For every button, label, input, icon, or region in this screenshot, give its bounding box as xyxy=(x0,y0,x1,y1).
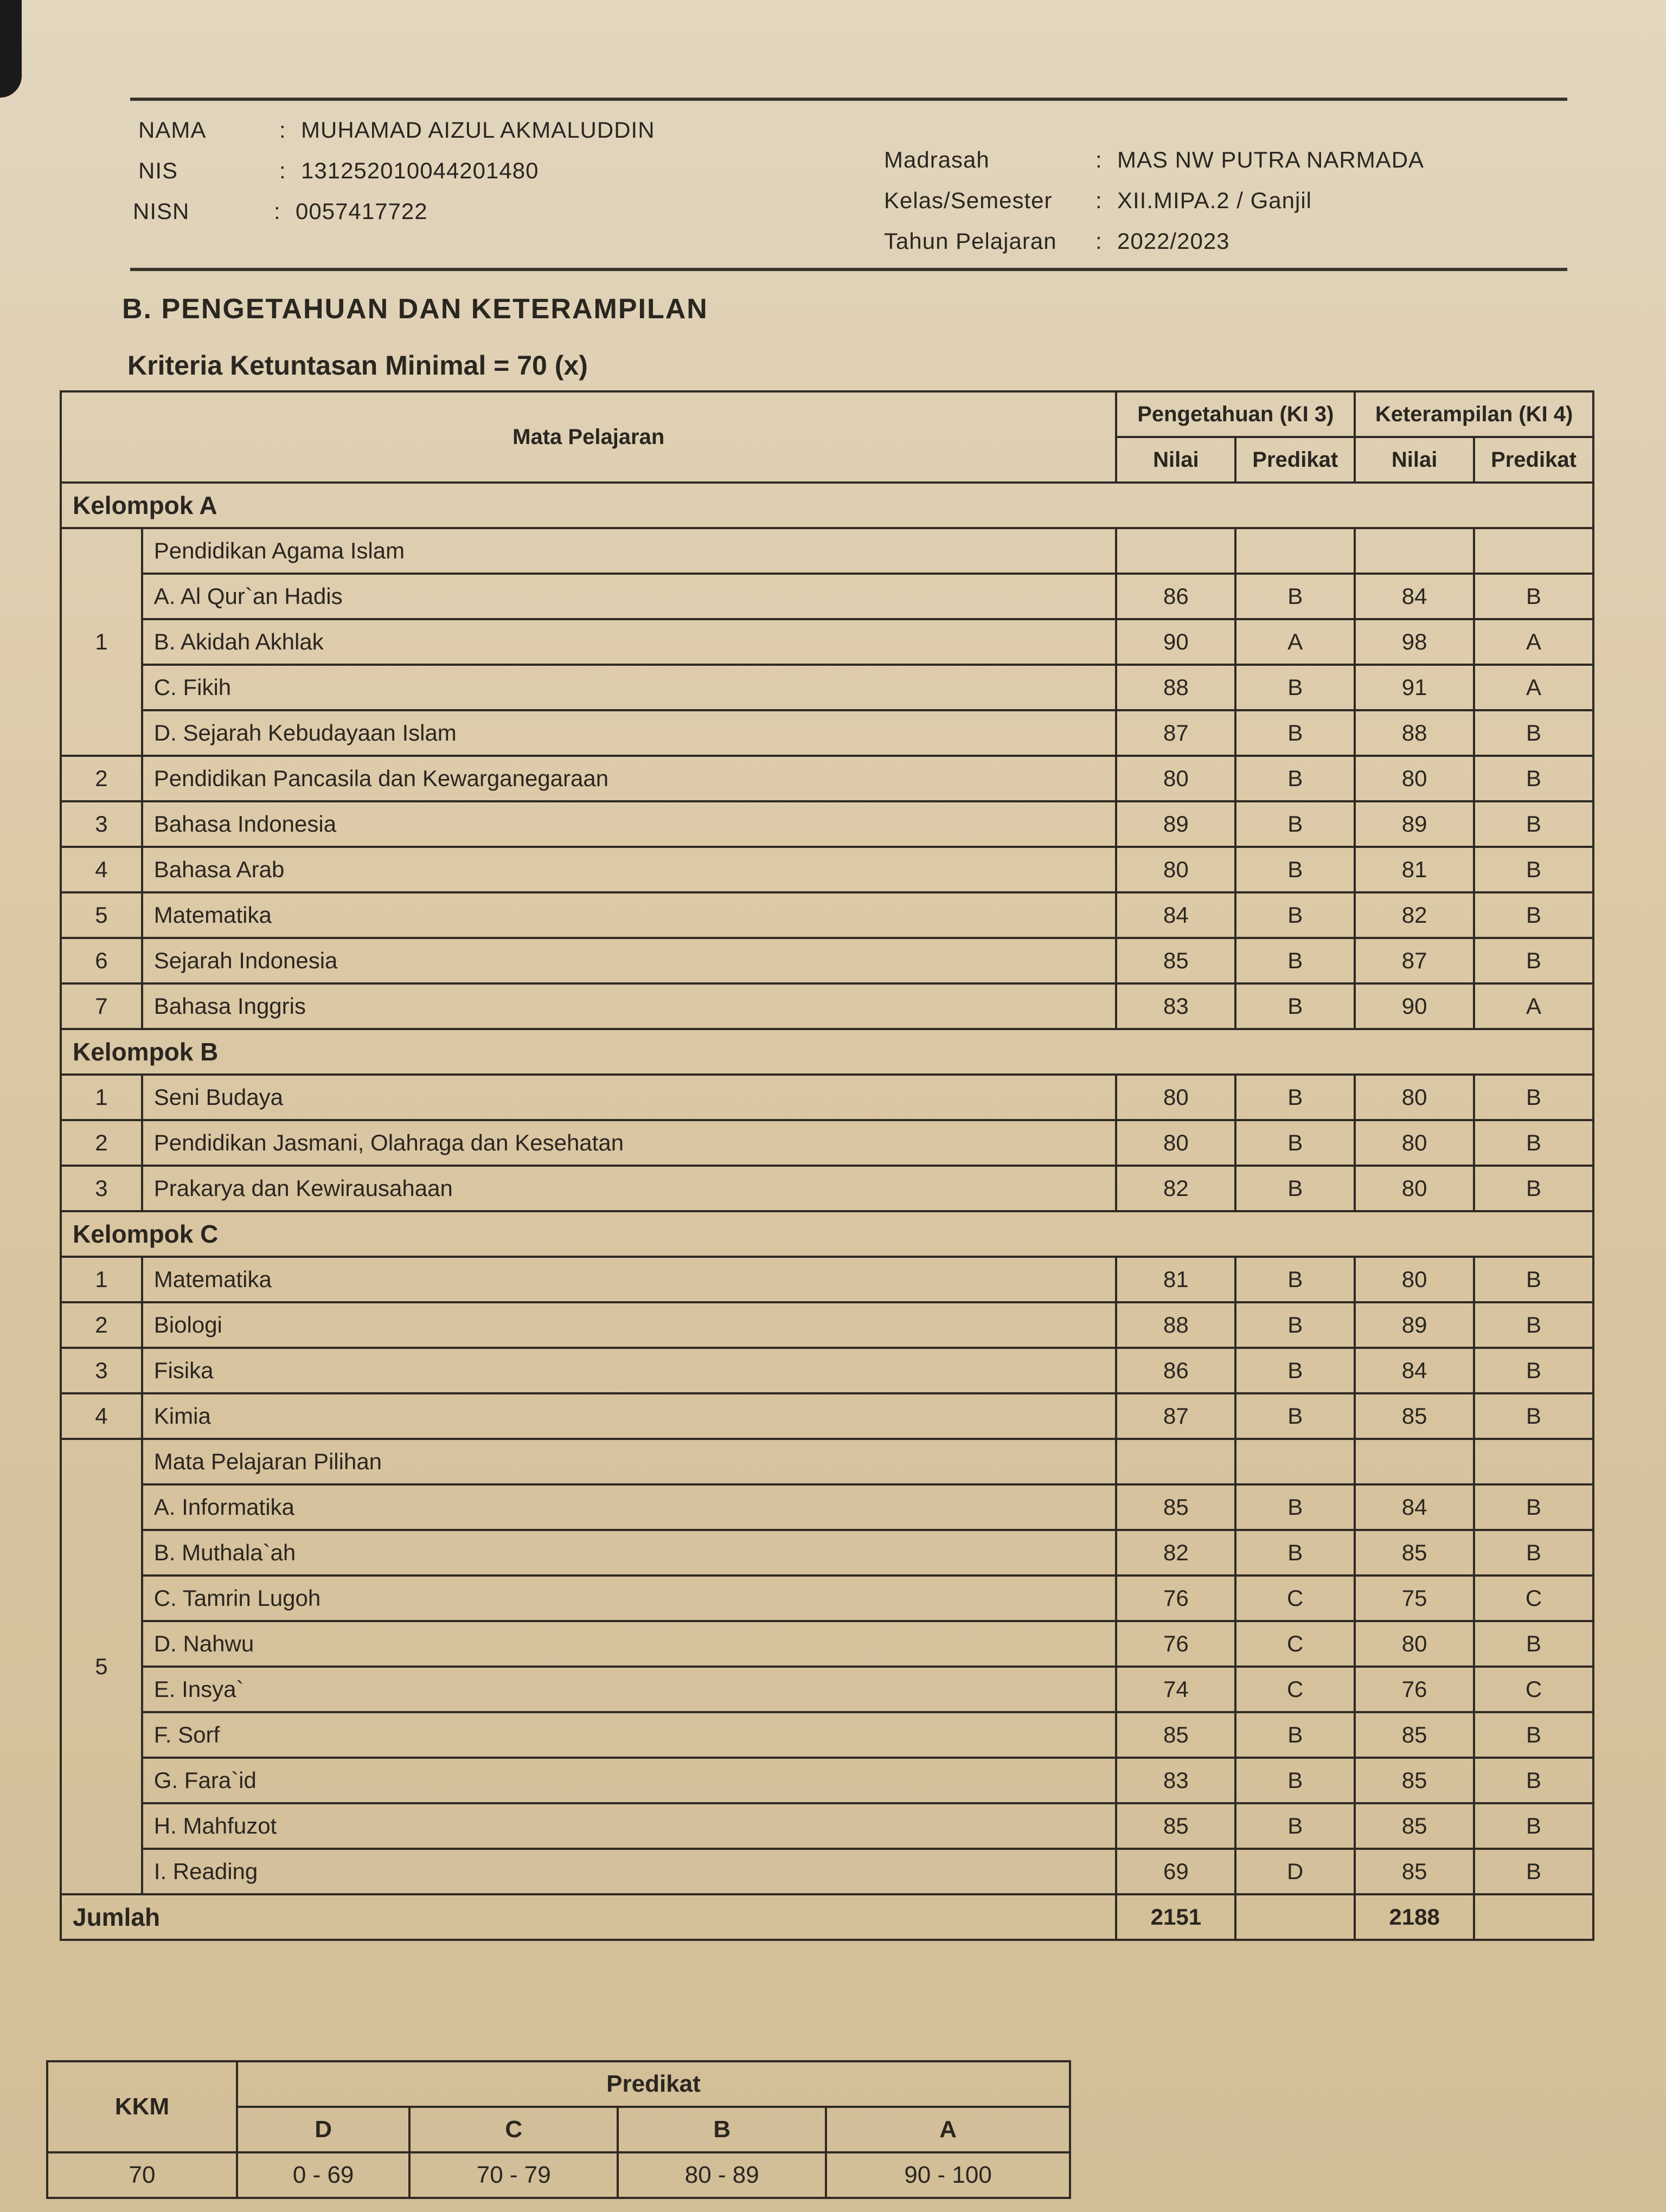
sub-subject-name: B. Akidah Akhlak xyxy=(142,619,1117,665)
ki4-predikat: A xyxy=(1474,619,1593,665)
total-row xyxy=(61,1894,1593,1940)
ki4-nilai: 84 xyxy=(1355,574,1474,619)
nisn-label: NISN xyxy=(133,198,190,224)
tahun-separator: : xyxy=(1095,228,1103,254)
ki4-predikat: C xyxy=(1474,1667,1593,1712)
sub-subject-row xyxy=(61,1621,1593,1667)
header-ki4-nilai: Nilai xyxy=(1355,437,1474,483)
ki4-nilai: 80 xyxy=(1355,1075,1474,1120)
ki4-nilai: 84 xyxy=(1355,1348,1474,1393)
ki3-nilai: 83 xyxy=(1116,1758,1235,1803)
sub-subject-name: H. Mahfuzot xyxy=(142,1803,1117,1849)
ki4-nilai: 82 xyxy=(1355,892,1474,938)
subject-row xyxy=(61,1257,1593,1302)
ki4-nilai: 88 xyxy=(1355,710,1474,756)
nama-separator: : xyxy=(279,117,286,143)
kkm-criteria-title: Kriteria Ketuntasan Minimal = 70 (x) xyxy=(127,350,588,381)
ki4-predikat: B xyxy=(1474,574,1593,619)
ki4-predikat: A xyxy=(1474,665,1593,710)
subject-row xyxy=(61,1302,1593,1348)
subject-number: 2 xyxy=(61,1120,142,1166)
header-ki3-predikat: Predikat xyxy=(1235,437,1355,483)
total-ki4: 2188 xyxy=(1355,1894,1474,1940)
ki3-nilai: 83 xyxy=(1116,983,1235,1029)
subject-number: 2 xyxy=(61,756,142,801)
subject-name: Pendidikan Jasmani, Olahraga dan Kesehatan xyxy=(142,1120,1117,1166)
nisn-row xyxy=(133,198,428,224)
ki4-predikat: B xyxy=(1474,1758,1593,1803)
ki3-nilai: 80 xyxy=(1116,1075,1235,1120)
group-c-row xyxy=(61,1211,1593,1257)
ki3-predikat: B xyxy=(1235,1803,1355,1849)
nisn-value: 0057417722 xyxy=(296,198,428,224)
ki4-nilai: 75 xyxy=(1355,1576,1474,1621)
subject-number: 6 xyxy=(61,938,142,983)
sub-subject-name: C. Fikih xyxy=(142,665,1117,710)
ki3-nilai: 76 xyxy=(1116,1576,1235,1621)
kkm-range-row xyxy=(47,2152,1070,2198)
range-d: 0 - 69 xyxy=(237,2152,409,2198)
ki4-nilai: 76 xyxy=(1355,1667,1474,1712)
ki4-predikat: B xyxy=(1474,1530,1593,1576)
nis-row xyxy=(138,158,539,184)
madrasah-value: MAS NW PUTRA NARMADA xyxy=(1117,147,1425,172)
ki3-nilai: 88 xyxy=(1116,1302,1235,1348)
subject-number: 7 xyxy=(61,983,142,1029)
ki3-predikat: C xyxy=(1235,1576,1355,1621)
header-ki3: Pengetahuan (KI 3) xyxy=(1116,391,1355,437)
ki3-predikat: B xyxy=(1235,892,1355,938)
subject-name: Pendidikan Pancasila dan Kewarganegaraan xyxy=(142,756,1117,801)
subject-row xyxy=(61,983,1593,1029)
group-a-row-label: Kelompok A xyxy=(61,483,1593,528)
nis-label: NIS xyxy=(138,158,178,183)
ki3-predikat: B xyxy=(1235,1484,1355,1530)
ki4-predikat-empty xyxy=(1474,528,1593,574)
subject-name: Matematika xyxy=(142,892,1117,938)
ki4-predikat: B xyxy=(1474,1257,1593,1302)
ki4-predikat: B xyxy=(1474,1302,1593,1348)
total-label: Jumlah xyxy=(61,1894,1116,1940)
ki4-predikat: B xyxy=(1474,892,1593,938)
grade-a: A xyxy=(826,2107,1070,2152)
ki4-nilai: 85 xyxy=(1355,1849,1474,1894)
sub-subject-name: A. Informatika xyxy=(142,1484,1117,1530)
ki3-nilai: 87 xyxy=(1116,710,1235,756)
ki3-nilai: 82 xyxy=(1116,1530,1235,1576)
sub-subject-row xyxy=(61,1712,1593,1758)
subject-name: Mata Pelajaran Pilihan xyxy=(142,1439,1117,1484)
range-b: 80 - 89 xyxy=(618,2152,826,2198)
grades-table xyxy=(60,390,1594,1941)
kelas-label: Kelas/Semester xyxy=(884,188,1053,213)
ki3-predikat: B xyxy=(1235,1393,1355,1439)
ki3-nilai: 76 xyxy=(1116,1621,1235,1667)
ki4-predikat: B xyxy=(1474,1348,1593,1393)
kkm-predicate-table xyxy=(46,2060,1071,2199)
ki3-nilai: 85 xyxy=(1116,1803,1235,1849)
subject-row xyxy=(61,1120,1593,1166)
ki4-nilai: 90 xyxy=(1355,983,1474,1029)
ki4-nilai: 80 xyxy=(1355,756,1474,801)
ki3-nilai: 84 xyxy=(1116,892,1235,938)
ki4-nilai: 85 xyxy=(1355,1393,1474,1439)
sub-subject-row xyxy=(61,1576,1593,1621)
ki4-nilai: 87 xyxy=(1355,938,1474,983)
ki4-nilai: 89 xyxy=(1355,801,1474,847)
ki3-nilai-empty xyxy=(1116,1439,1235,1484)
ki3-nilai: 89 xyxy=(1116,801,1235,847)
subject-row-pilihan xyxy=(61,1439,1593,1484)
nis-value: 131252010044201480 xyxy=(301,158,539,183)
ki3-predikat: B xyxy=(1235,1712,1355,1758)
subject-row xyxy=(61,847,1593,892)
ki3-nilai: 80 xyxy=(1116,756,1235,801)
nama-row xyxy=(138,117,655,143)
subject-number: 3 xyxy=(61,801,142,847)
ki4-predikat: B xyxy=(1474,1075,1593,1120)
ki3-predikat: A xyxy=(1235,619,1355,665)
header-ki3-nilai: Nilai xyxy=(1116,437,1235,483)
sub-subject-name: G. Fara`id xyxy=(142,1758,1117,1803)
subject-number: 1 xyxy=(61,1257,142,1302)
kkm-header-row xyxy=(47,2061,1070,2107)
ki3-nilai: 80 xyxy=(1116,1120,1235,1166)
ki3-nilai: 85 xyxy=(1116,1484,1235,1530)
ki4-predikat: B xyxy=(1474,801,1593,847)
ki3-nilai: 81 xyxy=(1116,1257,1235,1302)
predikat-label: Predikat xyxy=(237,2061,1070,2107)
sub-subject-row xyxy=(61,1530,1593,1576)
kelas-separator: : xyxy=(1095,188,1103,213)
sub-subject-row xyxy=(61,1758,1593,1803)
subject-name: Sejarah Indonesia xyxy=(142,938,1117,983)
total-ki3: 2151 xyxy=(1116,1894,1235,1940)
ki4-predikat: A xyxy=(1474,983,1593,1029)
header-ki4: Keterampilan (KI 4) xyxy=(1355,391,1593,437)
ki4-predikat-empty xyxy=(1474,1439,1593,1484)
ki3-nilai: 85 xyxy=(1116,938,1235,983)
sub-subject-row xyxy=(61,574,1593,619)
tahun-value: 2022/2023 xyxy=(1117,228,1230,254)
subject-row xyxy=(61,1075,1593,1120)
grade-d: D xyxy=(237,2107,409,2152)
sub-subject-row xyxy=(61,1849,1593,1894)
kkm-label: KKM xyxy=(47,2061,237,2152)
ki4-nilai: 80 xyxy=(1355,1257,1474,1302)
subject-row xyxy=(61,892,1593,938)
ki3-predikat: B xyxy=(1235,1257,1355,1302)
subject-number: 2 xyxy=(61,1302,142,1348)
subject-name: Matematika xyxy=(142,1257,1117,1302)
subject-row xyxy=(61,1348,1593,1393)
ki3-predikat: B xyxy=(1235,983,1355,1029)
ki3-predikat: B xyxy=(1235,847,1355,892)
subject-name: Prakarya dan Kewirausahaan xyxy=(142,1166,1117,1211)
group-b-row xyxy=(61,1029,1593,1075)
ki3-predikat: B xyxy=(1235,938,1355,983)
ki3-nilai: 69 xyxy=(1116,1849,1235,1894)
ki4-nilai: 89 xyxy=(1355,1302,1474,1348)
subject-name: Pendidikan Agama Islam xyxy=(142,528,1117,574)
sub-subject-row xyxy=(61,1667,1593,1712)
header-ki4-predikat: Predikat xyxy=(1474,437,1593,483)
ki3-predikat: B xyxy=(1235,1075,1355,1120)
sub-subject-row xyxy=(61,1484,1593,1530)
ki3-nilai: 88 xyxy=(1116,665,1235,710)
ki4-predikat: B xyxy=(1474,847,1593,892)
ki4-nilai: 85 xyxy=(1355,1530,1474,1576)
subject-row-pai xyxy=(61,528,1593,574)
kkm-value: 70 xyxy=(47,2152,237,2198)
sub-subject-name: A. Al Qur`an Hadis xyxy=(142,574,1117,619)
subject-name: Biologi xyxy=(142,1302,1117,1348)
ki3-nilai: 86 xyxy=(1116,574,1235,619)
ki4-nilai: 80 xyxy=(1355,1120,1474,1166)
sub-subject-name: D. Nahwu xyxy=(142,1621,1117,1667)
sub-subject-name: F. Sorf xyxy=(142,1712,1117,1758)
ki4-nilai: 80 xyxy=(1355,1621,1474,1667)
sub-subject-name: D. Sejarah Kebudayaan Islam xyxy=(142,710,1117,756)
ki3-predikat: B xyxy=(1235,1120,1355,1166)
ki3-predikat: B xyxy=(1235,756,1355,801)
ki4-nilai: 81 xyxy=(1355,847,1474,892)
nisn-separator: : xyxy=(274,198,281,224)
ki4-predikat: B xyxy=(1474,1712,1593,1758)
subject-row xyxy=(61,1166,1593,1211)
ki3-predikat: D xyxy=(1235,1849,1355,1894)
ki3-predikat: B xyxy=(1235,1166,1355,1211)
group-a-row xyxy=(61,483,1593,528)
ki4-predikat: B xyxy=(1474,1803,1593,1849)
ki4-predikat: B xyxy=(1474,710,1593,756)
kelas-row xyxy=(884,188,1312,214)
ki4-predikat: B xyxy=(1474,938,1593,983)
ki4-predikat: C xyxy=(1474,1576,1593,1621)
subject-name: Bahasa Inggris xyxy=(142,983,1117,1029)
nama-label: NAMA xyxy=(138,117,207,143)
sub-subject-name: B. Muthala`ah xyxy=(142,1530,1117,1576)
ki3-predikat: B xyxy=(1235,1530,1355,1576)
subject-number: 3 xyxy=(61,1348,142,1393)
subject-number: 5 xyxy=(61,892,142,938)
group-c-row-label: Kelompok C xyxy=(61,1211,1593,1257)
ki3-predikat: B xyxy=(1235,710,1355,756)
subject-number: 3 xyxy=(61,1166,142,1211)
ki4-nilai-empty xyxy=(1355,1439,1474,1484)
subject-name: Seni Budaya xyxy=(142,1075,1117,1120)
subject-number: 4 xyxy=(61,1393,142,1439)
ki3-predikat: B xyxy=(1235,1758,1355,1803)
ki3-nilai: 86 xyxy=(1116,1348,1235,1393)
grades-body xyxy=(61,483,1593,1940)
madrasah-separator: : xyxy=(1095,147,1103,172)
kelas-value: XII.MIPA.2 / Ganjil xyxy=(1117,188,1312,213)
ki4-predikat: B xyxy=(1474,1166,1593,1211)
ki4-nilai: 91 xyxy=(1355,665,1474,710)
sub-subject-name: I. Reading xyxy=(142,1849,1117,1894)
ki3-predikat: C xyxy=(1235,1621,1355,1667)
subject-row xyxy=(61,801,1593,847)
header-subject: Mata Pelajaran xyxy=(61,391,1116,483)
subject-name: Bahasa Arab xyxy=(142,847,1117,892)
ki4-predikat: B xyxy=(1474,756,1593,801)
ki4-nilai: 98 xyxy=(1355,619,1474,665)
ki4-predikat: B xyxy=(1474,1484,1593,1530)
ki4-nilai: 85 xyxy=(1355,1712,1474,1758)
sub-subject-name: C. Tamrin Lugoh xyxy=(142,1576,1117,1621)
ki3-nilai: 80 xyxy=(1116,847,1235,892)
ki3-predikat-empty xyxy=(1235,1439,1355,1484)
ki3-nilai: 87 xyxy=(1116,1393,1235,1439)
header-row-1 xyxy=(61,391,1593,437)
ki4-nilai: 84 xyxy=(1355,1484,1474,1530)
nis-separator: : xyxy=(279,158,286,183)
ki3-predikat: B xyxy=(1235,801,1355,847)
sub-subject-row xyxy=(61,1803,1593,1849)
subject-name: Kimia xyxy=(142,1393,1117,1439)
nama-value: MUHAMAD AIZUL AKMALUDDIN xyxy=(301,117,655,143)
ki3-predikat: B xyxy=(1235,665,1355,710)
ki3-nilai: 74 xyxy=(1116,1667,1235,1712)
subject-number: 4 xyxy=(61,847,142,892)
student-identity-block xyxy=(130,98,1567,271)
ki3-nilai: 90 xyxy=(1116,619,1235,665)
ki3-predikat: B xyxy=(1235,1302,1355,1348)
ki3-nilai: 82 xyxy=(1116,1166,1235,1211)
ki4-predikat: B xyxy=(1474,1393,1593,1439)
ki3-nilai: 85 xyxy=(1116,1712,1235,1758)
group-b-row-label: Kelompok B xyxy=(61,1029,1593,1075)
ki3-predikat: B xyxy=(1235,574,1355,619)
tahun-label: Tahun Pelajaran xyxy=(884,228,1057,254)
madrasah-row xyxy=(884,147,1424,173)
subject-row xyxy=(61,938,1593,983)
ki4-predikat: B xyxy=(1474,1621,1593,1667)
subject-row xyxy=(61,1393,1593,1439)
ki3-nilai-empty xyxy=(1116,528,1235,574)
section-title: B. PENGETAHUAN DAN KETERAMPILAN xyxy=(122,293,708,325)
ki3-predikat: C xyxy=(1235,1667,1355,1712)
grade-c: C xyxy=(409,2107,618,2152)
subject-number: 1 xyxy=(61,1075,142,1120)
subject-number: 5 xyxy=(61,1439,142,1894)
total-ki4-predikat-empty xyxy=(1474,1894,1593,1940)
ki4-predikat: B xyxy=(1474,1120,1593,1166)
range-a: 90 - 100 xyxy=(826,2152,1070,2198)
sub-subject-name: E. Insya` xyxy=(142,1667,1117,1712)
ki3-predikat-empty xyxy=(1235,528,1355,574)
ki4-predikat: B xyxy=(1474,1849,1593,1894)
subject-name: Fisika xyxy=(142,1348,1117,1393)
ki4-nilai: 85 xyxy=(1355,1803,1474,1849)
ki3-predikat: B xyxy=(1235,1348,1355,1393)
sub-subject-row xyxy=(61,665,1593,710)
ki4-nilai-empty xyxy=(1355,528,1474,574)
subject-number: 1 xyxy=(61,528,142,756)
range-c: 70 - 79 xyxy=(409,2152,618,2198)
grade-b: B xyxy=(618,2107,826,2152)
ki4-nilai: 85 xyxy=(1355,1758,1474,1803)
tahun-row xyxy=(884,228,1230,254)
total-ki3-predikat-empty xyxy=(1235,1894,1355,1940)
subject-row xyxy=(61,756,1593,801)
sub-subject-row xyxy=(61,710,1593,756)
subject-name: Bahasa Indonesia xyxy=(142,801,1117,847)
ki4-nilai: 80 xyxy=(1355,1166,1474,1211)
sub-subject-row xyxy=(61,619,1593,665)
madrasah-label: Madrasah xyxy=(884,147,990,172)
